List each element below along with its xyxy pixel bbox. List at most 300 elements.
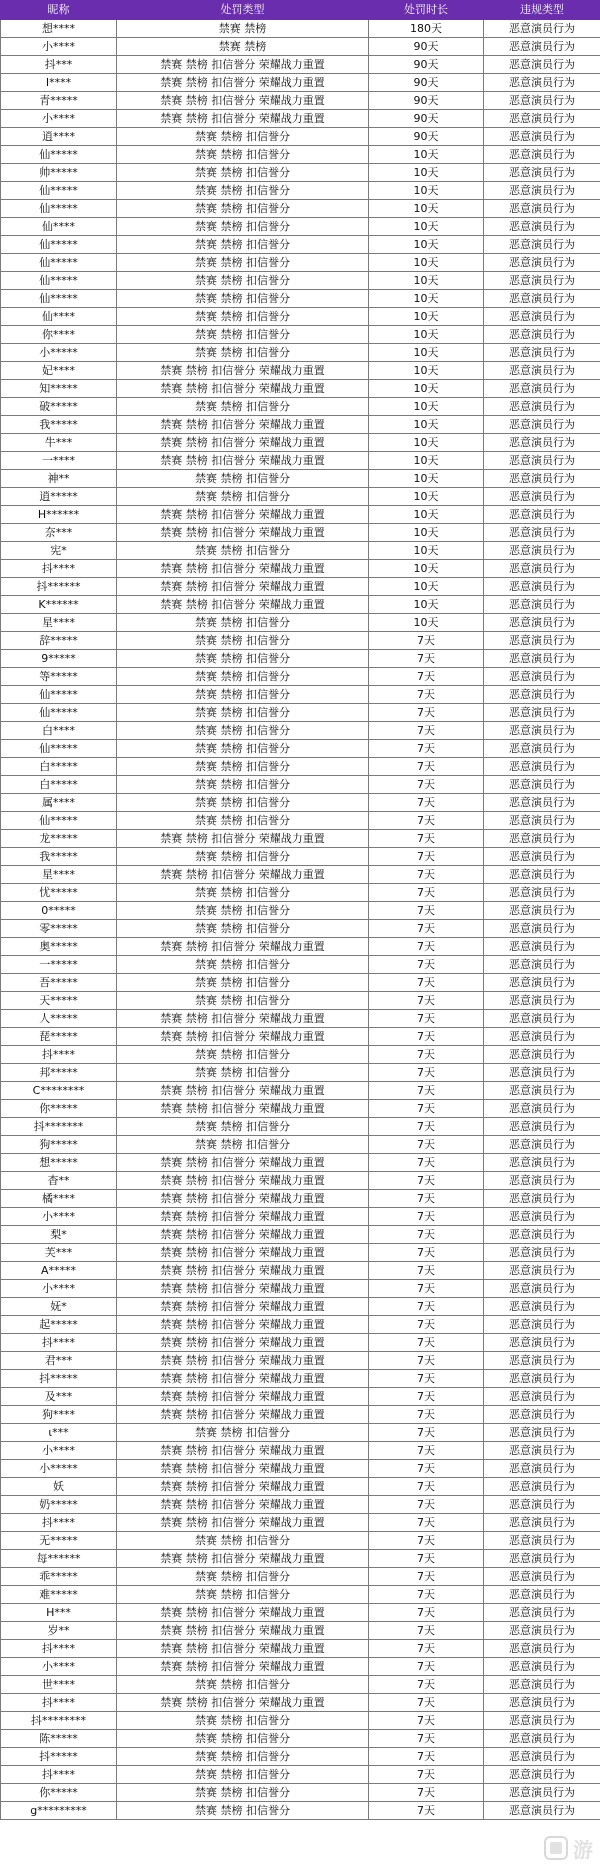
cell-penalty-type: 禁赛 禁榜 扣信誉分 荣耀战力重置 (117, 56, 369, 74)
cell-penalty-duration: 7天 (369, 1046, 484, 1064)
cell-penalty-type: 禁赛 禁榜 扣信誉分 (117, 344, 369, 362)
cell-penalty-type: 禁赛 禁榜 扣信誉分 荣耀战力重置 (117, 1604, 369, 1622)
cell-penalty-duration: 7天 (369, 1676, 484, 1694)
cell-nickname: 抖***** (1, 1370, 117, 1388)
cell-nickname: 神** (1, 470, 117, 488)
table-row (1, 632, 600, 650)
table-row (1, 1694, 600, 1712)
cell-penalty-type: 禁赛 禁榜 扣信誉分 (117, 254, 369, 272)
cell-penalty-type: 禁赛 禁榜 扣信誉分 荣耀战力重置 (117, 1694, 369, 1712)
cell-violation-type: 恶意演员行为 (484, 1514, 600, 1532)
cell-penalty-type: 禁赛 禁榜 扣信誉分 (117, 776, 369, 794)
cell-penalty-duration: 10天 (369, 380, 484, 398)
cell-violation-type: 恶意演员行为 (484, 1496, 600, 1514)
cell-penalty-duration: 7天 (369, 740, 484, 758)
cell-nickname: 吾***** (1, 974, 117, 992)
cell-penalty-duration: 7天 (369, 1334, 484, 1352)
table-row (1, 1766, 600, 1784)
cell-violation-type: 恶意演员行为 (484, 1208, 600, 1226)
cell-penalty-type: 禁赛 禁榜 扣信誉分 荣耀战力重置 (117, 380, 369, 398)
cell-penalty-duration: 7天 (369, 1190, 484, 1208)
cell-violation-type: 恶意演员行为 (484, 1532, 600, 1550)
cell-nickname: 你***** (1, 1100, 117, 1118)
cell-nickname: 抖**** (1, 1640, 117, 1658)
table-row (1, 1442, 600, 1460)
cell-penalty-duration: 7天 (369, 1784, 484, 1802)
table-row (1, 992, 600, 1010)
cell-penalty-type: 禁赛 禁榜 扣信誉分 (117, 614, 369, 632)
cell-penalty-type: 禁赛 禁榜 扣信誉分 (117, 308, 369, 326)
cell-penalty-type: 禁赛 禁榜 扣信誉分 荣耀战力重置 (117, 1010, 369, 1028)
cell-violation-type: 恶意演员行为 (484, 1280, 600, 1298)
cell-nickname: 奶***** (1, 1496, 117, 1514)
cell-penalty-type: 禁赛 禁榜 扣信誉分 (117, 884, 369, 902)
cell-nickname: 芙*** (1, 1244, 117, 1262)
cell-violation-type: 恶意演员行为 (484, 1028, 600, 1046)
cell-penalty-type: 禁赛 禁榜 (117, 20, 369, 38)
cell-penalty-duration: 10天 (369, 308, 484, 326)
cell-nickname: 牛*** (1, 434, 117, 452)
table-row (1, 92, 600, 110)
cell-nickname: 小**** (1, 1442, 117, 1460)
cell-penalty-type: 禁赛 禁榜 扣信誉分 (117, 128, 369, 146)
cell-violation-type: 恶意演员行为 (484, 38, 600, 56)
cell-penalty-duration: 90天 (369, 92, 484, 110)
watermark (494, 1833, 594, 1863)
table-row (1, 758, 600, 776)
cell-penalty-type: 禁赛 禁榜 扣信誉分 荣耀战力重置 (117, 1640, 369, 1658)
cell-penalty-type: 禁赛 禁榜 扣信誉分 荣耀战力重置 (117, 1082, 369, 1100)
cell-violation-type: 恶意演员行为 (484, 380, 600, 398)
cell-penalty-duration: 7天 (369, 866, 484, 884)
cell-penalty-type: 禁赛 禁榜 扣信誉分 (117, 686, 369, 704)
table-row (1, 1316, 600, 1334)
table-row (1, 74, 600, 92)
cell-penalty-type: 禁赛 禁榜 扣信誉分 (117, 812, 369, 830)
cell-nickname: 抖**** (1, 1514, 117, 1532)
cell-violation-type: 恶意演员行为 (484, 1586, 600, 1604)
cell-penalty-type: 禁赛 禁榜 扣信誉分 荣耀战力重置 (117, 1370, 369, 1388)
cell-violation-type: 恶意演员行为 (484, 470, 600, 488)
table-row (1, 1226, 600, 1244)
cell-nickname: 抖***** (1, 1748, 117, 1766)
table-row (1, 614, 600, 632)
cell-violation-type: 恶意演员行为 (484, 506, 600, 524)
table-row (1, 38, 600, 56)
cell-nickname: 青***** (1, 92, 117, 110)
cell-violation-type: 恶意演员行为 (484, 344, 600, 362)
cell-penalty-type: 禁赛 禁榜 扣信誉分 荣耀战力重置 (117, 1100, 369, 1118)
cell-nickname: 忧***** (1, 884, 117, 902)
cell-penalty-duration: 180天 (369, 20, 484, 38)
cell-penalty-duration: 7天 (369, 1208, 484, 1226)
cell-penalty-type: 禁赛 禁榜 扣信誉分 (117, 1424, 369, 1442)
cell-penalty-type: 禁赛 禁榜 扣信誉分 (117, 632, 369, 650)
table-row (1, 578, 600, 596)
cell-violation-type: 恶意演员行为 (484, 740, 600, 758)
cell-nickname: 仙***** (1, 686, 117, 704)
cell-penalty-duration: 10天 (369, 416, 484, 434)
cell-penalty-duration: 7天 (369, 794, 484, 812)
cell-penalty-type: 禁赛 禁榜 扣信誉分 (117, 1046, 369, 1064)
cell-violation-type: 恶意演员行为 (484, 182, 600, 200)
table-row (1, 1478, 600, 1496)
table-row (1, 488, 600, 506)
cell-penalty-duration: 7天 (369, 1280, 484, 1298)
cell-penalty-type: 禁赛 禁榜 扣信誉分 (117, 182, 369, 200)
cell-violation-type: 恶意演员行为 (484, 1658, 600, 1676)
cell-penalty-duration: 10天 (369, 254, 484, 272)
cell-penalty-type: 禁赛 禁榜 扣信誉分 (117, 542, 369, 560)
cell-violation-type: 恶意演员行为 (484, 1424, 600, 1442)
cell-violation-type: 恶意演员行为 (484, 1676, 600, 1694)
cell-penalty-type: 禁赛 禁榜 扣信誉分 荣耀战力重置 (117, 1262, 369, 1280)
cell-nickname: H*** (1, 1604, 117, 1622)
cell-violation-type: 恶意演员行为 (484, 596, 600, 614)
cell-violation-type: 恶意演员行为 (484, 1784, 600, 1802)
cell-penalty-duration: 90天 (369, 128, 484, 146)
cell-penalty-type: 禁赛 禁榜 扣信誉分 (117, 398, 369, 416)
cell-penalty-type: 禁赛 禁榜 扣信誉分 (117, 758, 369, 776)
table-row (1, 110, 600, 128)
cell-penalty-duration: 7天 (369, 1802, 484, 1820)
table-row (1, 218, 600, 236)
cell-penalty-duration: 10天 (369, 398, 484, 416)
cell-violation-type: 恶意演员行为 (484, 848, 600, 866)
cell-violation-type: 恶意演员行为 (484, 1046, 600, 1064)
table-row (1, 1172, 600, 1190)
cell-violation-type: 恶意演员行为 (484, 1136, 600, 1154)
cell-nickname: 抖*** (1, 56, 117, 74)
cell-penalty-type: 禁赛 禁榜 扣信誉分 (117, 1676, 369, 1694)
table-row (1, 1190, 600, 1208)
cell-violation-type: 恶意演员行为 (484, 1064, 600, 1082)
cell-penalty-type: 禁赛 禁榜 扣信誉分 (117, 1712, 369, 1730)
cell-nickname: 抖******** (1, 1712, 117, 1730)
cell-penalty-type: 禁赛 禁榜 扣信誉分 荣耀战力重置 (117, 1208, 369, 1226)
cell-penalty-duration: 10天 (369, 434, 484, 452)
cell-penalty-duration: 10天 (369, 326, 484, 344)
table-row (1, 740, 600, 758)
cell-nickname: 星**** (1, 866, 117, 884)
cell-penalty-duration: 7天 (369, 1478, 484, 1496)
cell-violation-type: 恶意演员行为 (484, 722, 600, 740)
table-row (1, 1244, 600, 1262)
table-row (1, 1514, 600, 1532)
cell-violation-type: 恶意演员行为 (484, 812, 600, 830)
cell-nickname: 小**** (1, 110, 117, 128)
cell-nickname: 小***** (1, 344, 117, 362)
cell-nickname: 世**** (1, 1676, 117, 1694)
cell-violation-type: 恶意演员行为 (484, 794, 600, 812)
cell-violation-type: 恶意演员行为 (484, 776, 600, 794)
cell-violation-type: 恶意演员行为 (484, 1154, 600, 1172)
cell-violation-type: 恶意演员行为 (484, 1640, 600, 1658)
cell-penalty-type: 禁赛 禁榜 扣信誉分 荣耀战力重置 (117, 1442, 369, 1460)
cell-violation-type: 恶意演员行为 (484, 956, 600, 974)
cell-penalty-duration: 10天 (369, 164, 484, 182)
cell-penalty-type: 禁赛 禁榜 扣信誉分 荣耀战力重置 (117, 1172, 369, 1190)
cell-nickname: 杳** (1, 1172, 117, 1190)
cell-penalty-duration: 7天 (369, 650, 484, 668)
cell-penalty-type: 禁赛 禁榜 扣信誉分 (117, 326, 369, 344)
cell-violation-type: 恶意演员行为 (484, 902, 600, 920)
table-row (1, 1280, 600, 1298)
cell-nickname: 起***** (1, 1316, 117, 1334)
cell-nickname: 抖******* (1, 1118, 117, 1136)
table-row (1, 1136, 600, 1154)
cell-penalty-type: 禁赛 禁榜 扣信誉分 荣耀战力重置 (117, 416, 369, 434)
cell-nickname: 及*** (1, 1388, 117, 1406)
cell-penalty-duration: 10天 (369, 578, 484, 596)
cell-nickname: 狗**** (1, 1406, 117, 1424)
cell-nickname: ι*** (1, 1424, 117, 1442)
cell-violation-type: 恶意演员行为 (484, 308, 600, 326)
table-row (1, 1118, 600, 1136)
cell-nickname: 仙***** (1, 704, 117, 722)
table-row (1, 902, 600, 920)
table-row (1, 1784, 600, 1802)
cell-penalty-duration: 7天 (369, 1406, 484, 1424)
cell-nickname: A***** (1, 1262, 117, 1280)
cell-penalty-duration: 7天 (369, 1136, 484, 1154)
cell-nickname: 橘**** (1, 1190, 117, 1208)
cell-violation-type: 恶意演员行为 (484, 704, 600, 722)
cell-penalty-duration: 10天 (369, 182, 484, 200)
cell-violation-type: 恶意演员行为 (484, 362, 600, 380)
table-header-row (1, 1, 600, 20)
cell-penalty-duration: 7天 (369, 992, 484, 1010)
cell-nickname: 等***** (1, 668, 117, 686)
cell-penalty-duration: 10天 (369, 506, 484, 524)
cell-violation-type: 恶意演员行为 (484, 1244, 600, 1262)
cell-penalty-duration: 7天 (369, 830, 484, 848)
cell-penalty-duration: 7天 (369, 1532, 484, 1550)
cell-penalty-duration: 10天 (369, 272, 484, 290)
cell-penalty-type: 禁赛 禁榜 扣信誉分 (117, 164, 369, 182)
cell-nickname: 天***** (1, 992, 117, 1010)
cell-penalty-type: 禁赛 禁榜 扣信誉分 荣耀战力重置 (117, 560, 369, 578)
cell-nickname: 陈***** (1, 1730, 117, 1748)
cell-nickname: 仙***** (1, 272, 117, 290)
cell-nickname: 狗***** (1, 1136, 117, 1154)
cell-penalty-type: 禁赛 禁榜 扣信誉分 (117, 272, 369, 290)
cell-penalty-type: 禁赛 禁榜 扣信誉分 (117, 920, 369, 938)
cell-nickname: 破***** (1, 398, 117, 416)
cell-penalty-type: 禁赛 禁榜 扣信誉分 荣耀战力重置 (117, 830, 369, 848)
cell-nickname: 仙***** (1, 236, 117, 254)
table-row (1, 1460, 600, 1478)
cell-penalty-duration: 7天 (369, 956, 484, 974)
table-row (1, 20, 600, 38)
cell-nickname: 属**** (1, 794, 117, 812)
cell-penalty-duration: 7天 (369, 758, 484, 776)
header-violation-type: 违规类型 (484, 1, 600, 20)
cell-penalty-type: 禁赛 禁榜 扣信誉分 (117, 668, 369, 686)
cell-penalty-duration: 7天 (369, 884, 484, 902)
cell-penalty-type: 禁赛 禁榜 扣信誉分 荣耀战力重置 (117, 866, 369, 884)
cell-violation-type: 恶意演员行为 (484, 560, 600, 578)
table-row (1, 146, 600, 164)
cell-violation-type: 恶意演员行为 (484, 1730, 600, 1748)
cell-penalty-type: 禁赛 禁榜 扣信誉分 (117, 1568, 369, 1586)
cell-nickname: 小**** (1, 38, 117, 56)
cell-nickname: 知***** (1, 380, 117, 398)
cell-penalty-type: 禁赛 禁榜 扣信誉分 荣耀战力重置 (117, 1406, 369, 1424)
cell-violation-type: 恶意演员行为 (484, 668, 600, 686)
table-row (1, 416, 600, 434)
cell-penalty-duration: 7天 (369, 1604, 484, 1622)
cell-nickname: 妩* (1, 1298, 117, 1316)
cell-violation-type: 恶意演员行为 (484, 326, 600, 344)
table-row (1, 686, 600, 704)
cell-violation-type: 恶意演员行为 (484, 56, 600, 74)
cell-penalty-duration: 7天 (369, 1082, 484, 1100)
cell-penalty-type: 禁赛 禁榜 扣信誉分 (117, 794, 369, 812)
cell-penalty-type: 禁赛 禁榜 (117, 38, 369, 56)
cell-violation-type: 恶意演员行为 (484, 1082, 600, 1100)
cell-nickname: 乖***** (1, 1568, 117, 1586)
cell-penalty-type: 禁赛 禁榜 扣信誉分 荣耀战力重置 (117, 110, 369, 128)
cell-violation-type: 恶意演员行为 (484, 1352, 600, 1370)
cell-nickname: 抖**** (1, 1766, 117, 1784)
cell-penalty-duration: 10天 (369, 470, 484, 488)
cell-nickname: 0***** (1, 902, 117, 920)
cell-penalty-duration: 7天 (369, 1766, 484, 1784)
cell-penalty-type: 禁赛 禁榜 扣信誉分 荣耀战力重置 (117, 1478, 369, 1496)
cell-violation-type: 恶意演员行为 (484, 1550, 600, 1568)
cell-violation-type: 恶意演员行为 (484, 434, 600, 452)
table-row (1, 1262, 600, 1280)
cell-penalty-duration: 7天 (369, 1118, 484, 1136)
cell-penalty-duration: 7天 (369, 1154, 484, 1172)
cell-violation-type: 恶意演员行为 (484, 686, 600, 704)
cell-penalty-type: 禁赛 禁榜 扣信誉分 (117, 200, 369, 218)
cell-penalty-type: 禁赛 禁榜 扣信誉分 荣耀战力重置 (117, 1334, 369, 1352)
cell-nickname: 星**** (1, 614, 117, 632)
cell-violation-type: 恶意演员行为 (484, 200, 600, 218)
cell-penalty-type: 禁赛 禁榜 扣信誉分 荣耀战力重置 (117, 1388, 369, 1406)
cell-penalty-duration: 7天 (369, 1244, 484, 1262)
cell-penalty-duration: 7天 (369, 1496, 484, 1514)
table-row (1, 254, 600, 272)
table-row (1, 236, 600, 254)
cell-penalty-duration: 7天 (369, 812, 484, 830)
table-row (1, 380, 600, 398)
cell-nickname: 邦***** (1, 1064, 117, 1082)
cell-violation-type: 恶意演员行为 (484, 74, 600, 92)
cell-violation-type: 恶意演员行为 (484, 128, 600, 146)
cell-violation-type: 恶意演员行为 (484, 92, 600, 110)
cell-nickname: 辞***** (1, 632, 117, 650)
table-row (1, 1046, 600, 1064)
cell-violation-type: 恶意演员行为 (484, 1604, 600, 1622)
cell-penalty-type: 禁赛 禁榜 扣信誉分 荣耀战力重置 (117, 1658, 369, 1676)
header-penalty-duration: 处罚时长 (369, 1, 484, 20)
table-row (1, 1424, 600, 1442)
cell-penalty-duration: 10天 (369, 344, 484, 362)
cell-nickname: 想**** (1, 20, 117, 38)
table-row (1, 1496, 600, 1514)
cell-violation-type: 恶意演员行为 (484, 920, 600, 938)
cell-penalty-duration: 7天 (369, 920, 484, 938)
cell-violation-type: 恶意演员行为 (484, 272, 600, 290)
table-row (1, 1532, 600, 1550)
table-row (1, 920, 600, 938)
table-row (1, 1748, 600, 1766)
table-row (1, 1028, 600, 1046)
cell-penalty-type: 禁赛 禁榜 扣信誉分 (117, 290, 369, 308)
cell-penalty-type: 禁赛 禁榜 扣信誉分 荣耀战力重置 (117, 74, 369, 92)
cell-nickname: 奈*** (1, 524, 117, 542)
cell-nickname: 小**** (1, 1658, 117, 1676)
table-row (1, 1550, 600, 1568)
cell-nickname: 你**** (1, 326, 117, 344)
cell-nickname: 我***** (1, 848, 117, 866)
table-row (1, 524, 600, 542)
cell-penalty-type: 禁赛 禁榜 扣信誉分 (117, 704, 369, 722)
table-row (1, 164, 600, 182)
cell-penalty-type: 禁赛 禁榜 扣信誉分 (117, 470, 369, 488)
cell-penalty-type: 禁赛 禁榜 扣信誉分 (117, 236, 369, 254)
cell-penalty-duration: 7天 (369, 938, 484, 956)
cell-violation-type: 恶意演员行为 (484, 1118, 600, 1136)
cell-violation-type: 恶意演员行为 (484, 110, 600, 128)
cell-penalty-type: 禁赛 禁榜 扣信誉分 (117, 902, 369, 920)
table-row (1, 848, 600, 866)
cell-penalty-duration: 10天 (369, 542, 484, 560)
cell-penalty-duration: 7天 (369, 1622, 484, 1640)
table-row (1, 956, 600, 974)
cell-penalty-type: 禁赛 禁榜 扣信誉分 荣耀战力重置 (117, 1244, 369, 1262)
cell-penalty-duration: 7天 (369, 1514, 484, 1532)
cell-violation-type: 恶意演员行为 (484, 164, 600, 182)
cell-nickname: g********* (1, 1802, 117, 1820)
cell-nickname: 零***** (1, 920, 117, 938)
cell-violation-type: 恶意演员行为 (484, 866, 600, 884)
cell-penalty-duration: 7天 (369, 1010, 484, 1028)
cell-nickname: 琵***** (1, 1028, 117, 1046)
cell-violation-type: 恶意演员行为 (484, 614, 600, 632)
cell-violation-type: 恶意演员行为 (484, 20, 600, 38)
cell-nickname: 仙***** (1, 290, 117, 308)
cell-penalty-duration: 7天 (369, 1298, 484, 1316)
cell-nickname: 抖**** (1, 560, 117, 578)
cell-nickname: 逍**** (1, 128, 117, 146)
cell-penalty-type: 禁赛 禁榜 扣信誉分 荣耀战力重置 (117, 506, 369, 524)
cell-penalty-type: 禁赛 禁榜 扣信誉分 荣耀战力重置 (117, 1496, 369, 1514)
cell-nickname: 你***** (1, 1784, 117, 1802)
table-row (1, 1100, 600, 1118)
cell-penalty-duration: 10天 (369, 524, 484, 542)
cell-violation-type: 恶意演员行为 (484, 524, 600, 542)
cell-violation-type: 恶意演员行为 (484, 650, 600, 668)
cell-violation-type: 恶意演员行为 (484, 1694, 600, 1712)
cell-nickname: 梨* (1, 1226, 117, 1244)
table-row (1, 362, 600, 380)
cell-penalty-type: 禁赛 禁榜 扣信誉分 荣耀战力重置 (117, 938, 369, 956)
cell-violation-type: 恶意演员行为 (484, 992, 600, 1010)
cell-penalty-type: 禁赛 禁榜 扣信誉分 (117, 1064, 369, 1082)
cell-penalty-type: 禁赛 禁榜 扣信誉分 荣耀战力重置 (117, 578, 369, 596)
cell-violation-type: 恶意演员行为 (484, 1460, 600, 1478)
cell-penalty-duration: 7天 (369, 974, 484, 992)
table-row (1, 866, 600, 884)
cell-penalty-duration: 90天 (369, 56, 484, 74)
table-row (1, 272, 600, 290)
table-row (1, 1064, 600, 1082)
table-row (1, 1082, 600, 1100)
